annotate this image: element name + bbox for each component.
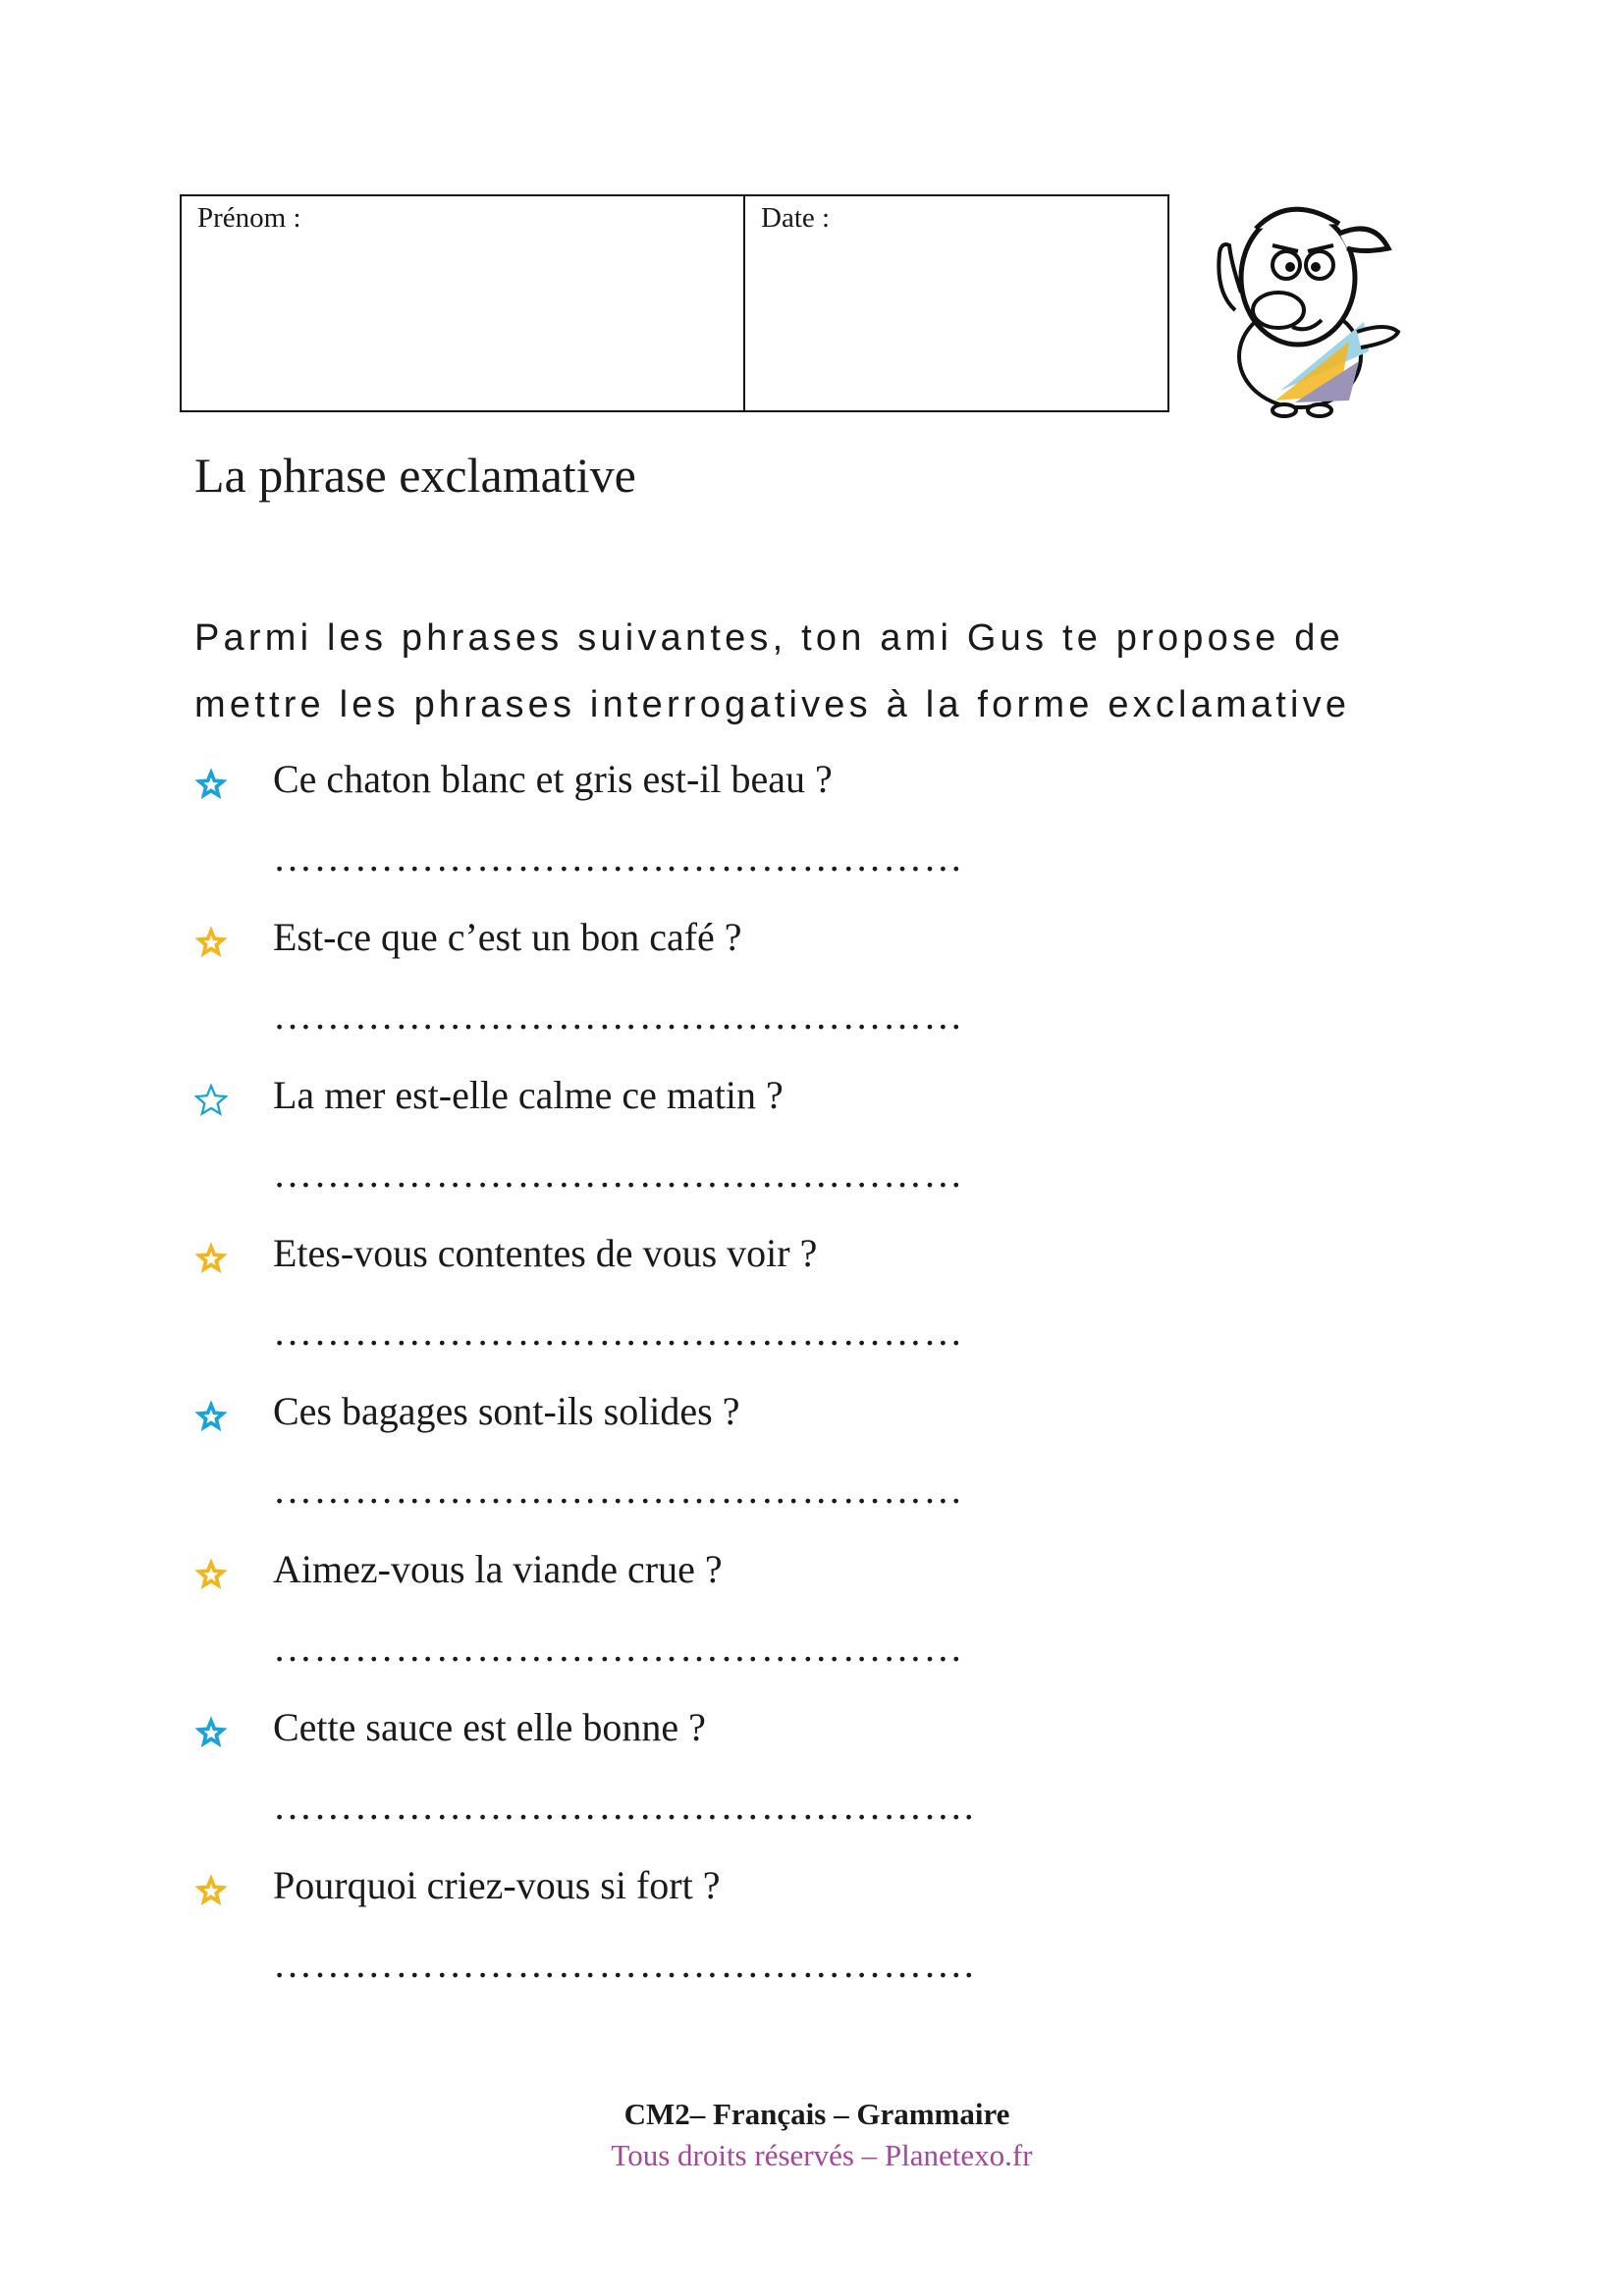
sentence-1: Ce chaton blanc et gris est-il beau ? (273, 757, 833, 801)
name-label: Prénom : (197, 202, 301, 234)
star-icon (194, 1558, 228, 1591)
sentence-8: Pourquoi criez-vous si fort ? (273, 1863, 721, 1907)
answer-line-7[interactable]: ……………………………………………. (273, 1784, 976, 1828)
exercise-item (194, 1230, 1373, 1388)
exercise-item (194, 756, 1373, 914)
star-icon (194, 1242, 228, 1275)
answer-line-5[interactable]: …………………………………………… (273, 1468, 964, 1512)
date-label: Date : (761, 202, 831, 234)
answer-line-4[interactable]: …………………………………………… (273, 1309, 964, 1354)
footer (0, 2097, 1624, 2173)
footer-course: CM2– Français – Grammaire (623, 2097, 1010, 2131)
date-field[interactable] (745, 196, 1167, 410)
footer-credit[interactable]: Tous droits réservés – Planetexo.fr (611, 2138, 1033, 2172)
exercise-list (194, 756, 1373, 2020)
gus-mascot-icon (1202, 194, 1408, 420)
answer-line-2[interactable]: …………………………………………… (273, 993, 964, 1038)
sentence-4: Etes-vous contentes de vous voir ? (273, 1231, 818, 1275)
name-field[interactable] (182, 196, 745, 410)
exercise-item (194, 914, 1373, 1072)
sentence-6: Aimez-vous la viande crue ? (273, 1547, 723, 1591)
star-icon (194, 1874, 228, 1907)
star-icon (194, 926, 228, 959)
exercise-item (194, 1072, 1373, 1230)
answer-line-8[interactable]: ……………………………………………. (273, 1942, 976, 1986)
answer-line-3[interactable]: …………………………………………… (273, 1151, 964, 1196)
exercise-item (194, 1546, 1373, 1704)
answer-line-6[interactable]: …………………………………………… (273, 1626, 964, 1670)
star-outline-icon (194, 1084, 228, 1117)
sentence-7: Cette sauce est elle bonne ? (273, 1705, 706, 1749)
star-icon (194, 1400, 228, 1433)
instructions-line-2: mettre les phrases interrogatives à la forme exclamative (194, 684, 1351, 725)
star-icon (194, 768, 228, 801)
exercise-item (194, 1388, 1373, 1546)
sentence-5: Ces bagages sont-ils solides ? (273, 1389, 740, 1433)
exercise-item (194, 1862, 1373, 2020)
sentence-3: La mer est-elle calme ce matin ? (273, 1073, 784, 1117)
instructions (194, 605, 1471, 738)
answer-line-1[interactable]: …………………………………………… (273, 835, 964, 880)
page-title: La phrase exclamative (194, 448, 636, 503)
star-icon (194, 1716, 228, 1749)
student-info-table (180, 194, 1169, 412)
sentence-2: Est-ce que c’est un bon café ? (273, 915, 742, 959)
instructions-line-1: Parmi les phrases suivantes, ton ami Gus te propose de (194, 617, 1344, 659)
exercise-item (194, 1704, 1373, 1862)
